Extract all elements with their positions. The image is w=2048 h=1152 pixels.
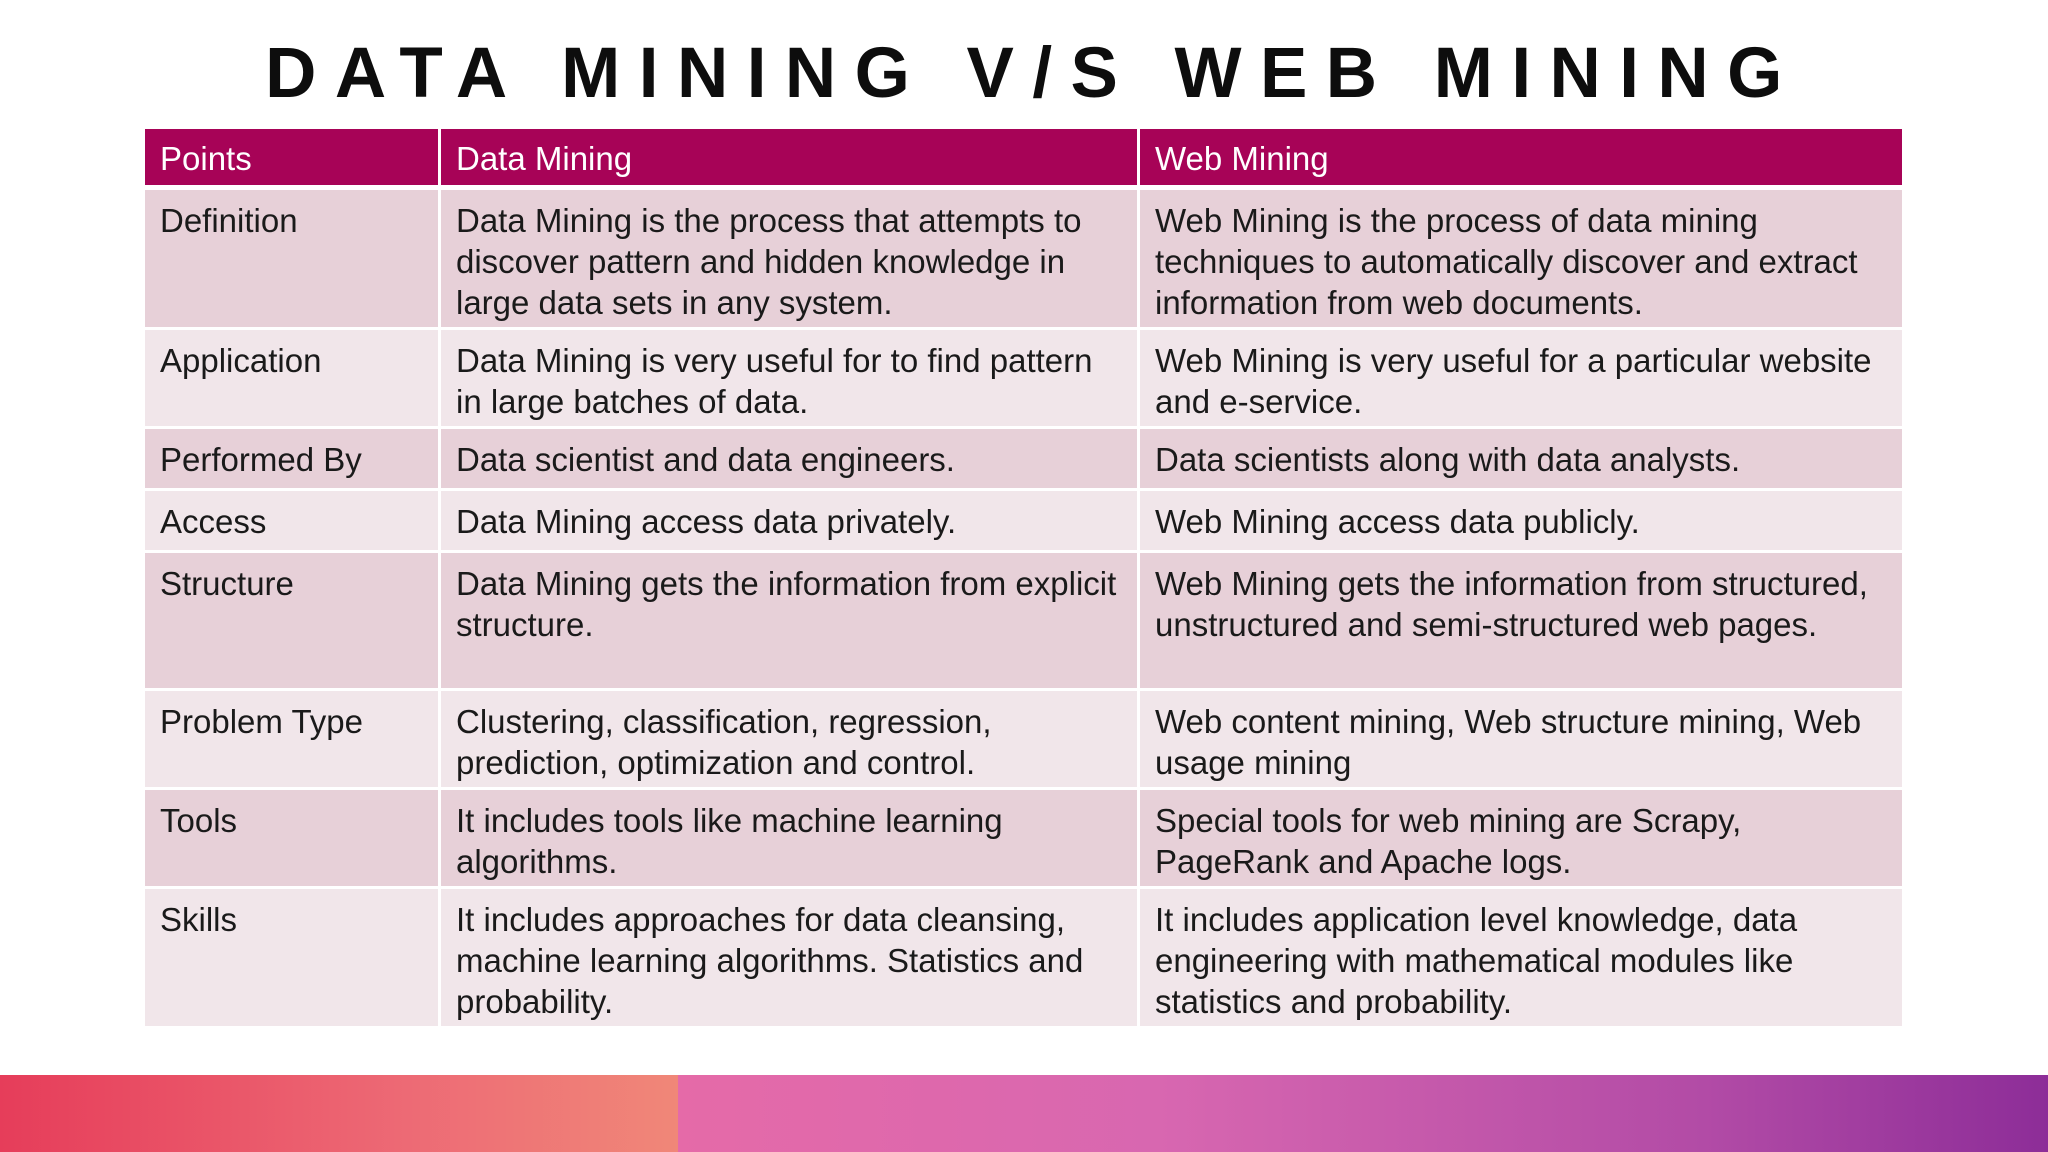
data-mining-cell: Data scientist and data engineers. [441,429,1140,491]
table-row [145,429,1902,491]
row-point-label: Access [145,491,441,553]
table-header-row [145,129,1902,190]
data-mining-cell: Clustering, classification, regression, prediction, optimization and control. [441,691,1140,790]
web-mining-cell: Web content mining, Web structure mining, Web usage mining [1140,691,1902,790]
data-mining-cell: Data Mining is the process that attempts to discover pattern and hidden knowledge in large data sets in any system. [441,190,1140,330]
table-row [145,790,1902,889]
header-web-mining: Web Mining [1140,129,1902,190]
data-mining-cell: Data Mining gets the information from explicit structure. [441,553,1140,691]
footer-gradient-bar [0,1075,2048,1152]
header-data-mining: Data Mining [441,129,1140,190]
row-point-label: Definition [145,190,441,330]
web-mining-cell: Data scientists along with data analysts. [1140,429,1902,491]
table-row [145,691,1902,790]
table-row [145,330,1902,429]
data-mining-cell: Data Mining access data privately. [441,491,1140,553]
web-mining-cell: Web Mining access data publicly. [1140,491,1902,553]
table-row [145,190,1902,330]
data-mining-cell: Data Mining is very useful for to find pattern in large batches of data. [441,330,1140,429]
row-point-label: Tools [145,790,441,889]
web-mining-cell: Web Mining is very useful for a particular website and e-service. [1140,330,1902,429]
comparison-table [145,129,1902,1029]
table-row [145,491,1902,553]
data-mining-cell: It includes tools like machine learning algorithms. [441,790,1140,889]
row-point-label: Skills [145,889,441,1029]
footer-bar-left-segment [0,1075,678,1152]
footer-bar-right-segment [678,1075,2048,1152]
header-points: Points [145,129,441,190]
table-row [145,553,1902,691]
web-mining-cell: Special tools for web mining are Scrapy, PageRank and Apache logs. [1140,790,1902,889]
row-point-label: Application [145,330,441,429]
table-row [145,889,1902,1029]
row-point-label: Performed By [145,429,441,491]
web-mining-cell: Web Mining is the process of data mining techniques to automatically discover and extract information from web documents. [1140,190,1902,330]
row-point-label: Problem Type [145,691,441,790]
web-mining-cell: Web Mining gets the information from structured, unstructured and semi-structured web pages. [1140,553,1902,691]
slide-title: DATA MINING V/S WEB MINING [265,34,1801,113]
data-mining-cell: It includes approaches for data cleansing, machine learning algorithms. Statistics and probability. [441,889,1140,1029]
web-mining-cell: It includes application level knowledge, data engineering with mathematical modules like statistics and probability. [1140,889,1902,1029]
row-point-label: Structure [145,553,441,691]
